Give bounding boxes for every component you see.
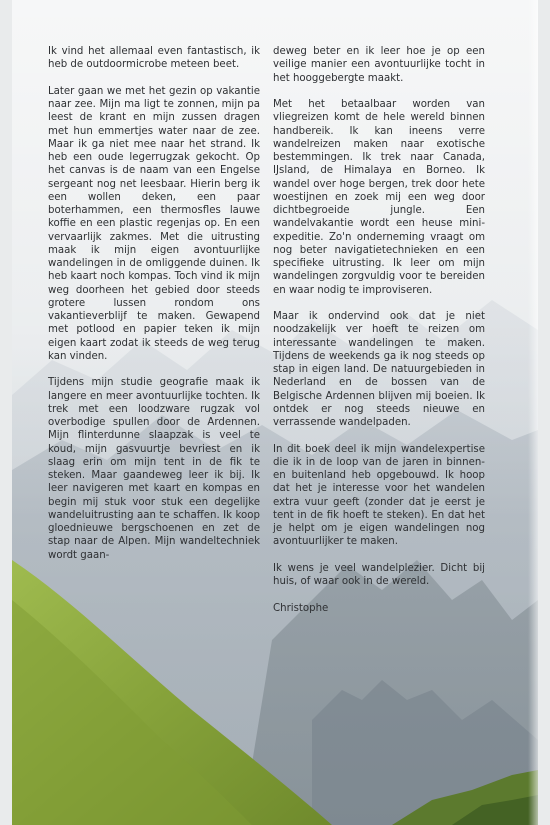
paragraph: Met het betaalbaar worden van vliegreizen komt de hele wereld binnen handbereik. Ik kan ineens verre wandelreizen maken naar exotische bestemmingen. Ik trek naar Canada, IJsland, de Himalaya en Borneo. Ik wandel over hoge bergen, trek door hete woestijnen en zoek mij een weg door dichtbegroeide jungle. Een wandelvakantie wordt een heuse mini-expeditie. Zo'n onderneming vraagt om nog beter navigatietechnieken en een specifieke uitrusting. Ik leer om mijn wandelingen zorgvuldig voor te bereiden en waar nodig te improviseren. xyxy=(273,99,485,296)
text-column-right xyxy=(273,45,485,628)
paragraph: Tijdens mijn studie geografie maak ik langere en meer avontuurlijke tochten. Ik trek met een loodzware rugzak vol overbodige spullen door de Ardennen. Mijn flinterdunne slaapzak is veel te koud, mijn gasvuurtje bevriest en ik slaag erin om mijn tent in de fik te steken. Maar gaandeweg leer ik bij. Ik leer navigeren met kaart en kompas en begin mij stuk voor stuk een degelijke wandeluitrusting aan te schaffen. Ik koop gloednieuwe bergschoenen en zet de stap naar de Alpen. Mijn wandeltechniek wordt gaan- xyxy=(48,377,260,561)
paragraph: Later gaan we met het gezin op vakantie naar zee. Mijn ma ligt te zonnen, mijn pa leest de krant en mijn zussen dragen met hun emmertjes water naar de zee. Maar ik ga niet mee naar het strand. Ik heb een oude legerrugzak gekocht. Op het canvas is de naam van een Engelse sergeant nog net leesbaar. Hierin berg ik een wollen deken, een paar boterhammen, een thermosfles lauwe koffie en een plastic regenjas op. En een vervaarlijk zakmes. Met die uitrusting maak ik mijn eigen avontuurlijke wandelingen in de omliggende duinen. Ik heb kaart noch kompas. Toch vind ik mijn weg doorheen het gebied door steeds grotere lussen rondom ons vakantieverblijf te maken. Gewapend met potlood en papier teken ik mijn eigen kaart zodat ik steeds de weg terug kan vinden. xyxy=(48,85,260,362)
paragraph: deweg beter en ik leer hoe je op een veilige manier een avontuurlijke tocht in het hooggebergte maakt. xyxy=(273,46,485,84)
paragraph: In dit boek deel ik mijn wandelexpertise die ik in de loop van de jaren in binnen- en buitenland heb opgebouwd. Ik hoop dat het je interesse voor het wandelen extra vuur geeft (zonder dat je eerst je tent in de fik hoeft te steken). En dat het je helpt om je eigen wandelingen nog avontuurlijker te maken. xyxy=(273,443,485,548)
paragraph: Maar ik ondervind ook dat je niet noodzakelijk ver hoeft te reizen om interessante wandelingen te maken. Tijdens de weekends ga ik nog steeds op stap in eigen land. De natuurgebieden in Nederland en de bossen van de Belgische Ardennen blijven mij boeien. Ik ontdek er nog steeds nieuwe en verrassende wandelpaden. xyxy=(273,311,485,428)
author-signature: Christophe xyxy=(273,602,329,614)
text-column-left xyxy=(48,45,260,575)
paragraph: Ik wens je veel wandelplezier. Dicht bij huis, of waar ook in de wereld. xyxy=(273,562,485,587)
paragraph: Ik vind het allemaal even fantastisch, ik heb de outdoormicrobe meteen beet. xyxy=(48,46,260,71)
book-page xyxy=(12,0,538,825)
